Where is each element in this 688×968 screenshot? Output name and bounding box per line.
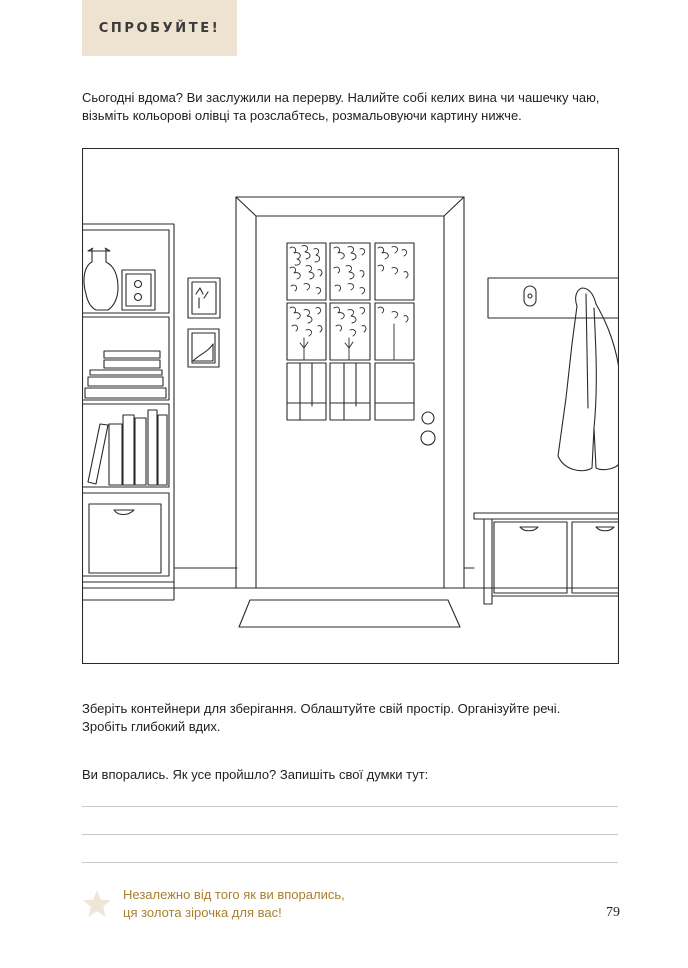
reflection-prompt: Ви впорались. Як усе пройшло? Запишіть свої думки тут: xyxy=(82,767,429,782)
note-line-2: ця золота зірочка для вас! xyxy=(123,905,282,920)
coloring-illustration xyxy=(82,148,619,664)
writing-line[interactable] xyxy=(82,834,618,835)
note-line-1: Незалежно від того як ви впорались, xyxy=(123,887,345,902)
tips-text xyxy=(82,700,602,736)
intro-line-1: Сьогодні вдома? Ви заслужили на перерву. Налийте собі келих вина чи чашечку чаю, xyxy=(82,90,600,105)
page-number: 79 xyxy=(606,905,620,920)
gold-star-note xyxy=(123,886,423,922)
tips-line-2: Зробіть глибокий вдих. xyxy=(82,719,221,734)
star-icon xyxy=(82,889,112,919)
intro-text xyxy=(82,89,602,125)
intro-line-2: візьміть кольорові олівці та розслабтесь, розмальовуючи картину нижче. xyxy=(82,108,522,123)
writing-line[interactable] xyxy=(82,806,618,807)
section-tag xyxy=(82,0,237,56)
writing-line[interactable] xyxy=(82,862,618,863)
section-tag-label: СПРОБУЙТЕ! xyxy=(98,20,221,36)
tips-line-1: Зберіть контейнери для зберігання. Облаштуйте свій простір. Організуйте речі. xyxy=(82,701,561,716)
